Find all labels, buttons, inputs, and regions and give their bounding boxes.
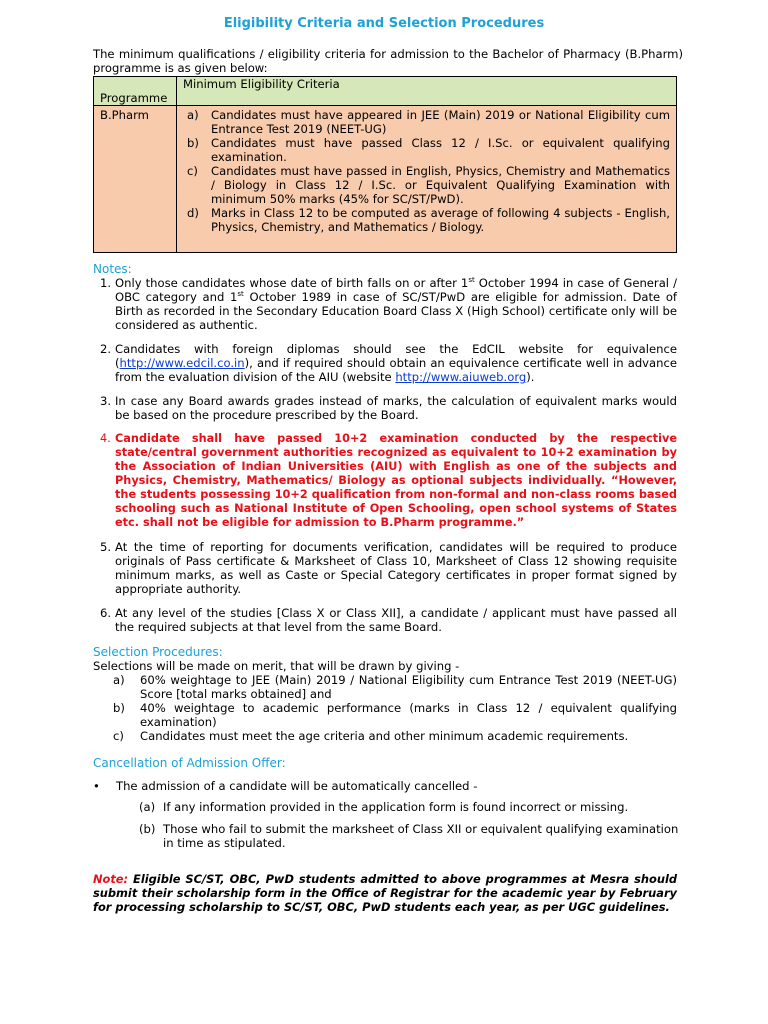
criteria-marker: a): [187, 108, 199, 122]
page-title: Eligibility Criteria and Selection Procedures: [223, 16, 545, 31]
note-1: [93, 276, 677, 332]
note-3: [93, 394, 677, 422]
cancellation-text: Those who fail to submit the marksheet of Class XII or equivalent qualifying examination in time as stipulated.: [163, 822, 679, 850]
note-text: Only those candidates whose date of birth falls on or after 1: [115, 276, 469, 290]
note-text: At any level of the studies [Class X or Class XII], a candidate / applicant must have passed all the required subjects at that level from the same Board.: [115, 606, 677, 634]
selection-intro: Selections will be made on merit, that will be drawn by giving -: [93, 659, 460, 673]
table-header-programme: [94, 77, 177, 106]
eligibility-table: [93, 76, 677, 253]
list-item: [183, 136, 670, 164]
note-text: In case any Board awards grades instead of marks, the calculation of equivalent marks would be based on the procedure prescribed by the Board.: [115, 394, 677, 422]
selection-marker: a): [113, 673, 125, 687]
list-item: [113, 729, 677, 743]
aiu-link[interactable]: http://www.aiuweb.org: [395, 370, 527, 384]
notes-heading: Notes:: [93, 262, 132, 276]
note-number: 5.: [100, 540, 112, 554]
note-text: ).: [526, 370, 535, 384]
cancellation-marker: (a): [139, 800, 156, 814]
criteria-text: Candidates must have passed Class 12 / I.Sc. or equivalent qualifying examination.: [211, 136, 670, 164]
criteria-text: Marks in Class 12 to be computed as average of following 4 subjects - English, Physics, Chemistry, and Mathematics / Biology.: [211, 206, 670, 234]
superscript: st: [468, 276, 475, 285]
cancellation-heading: Cancellation of Admission Offer:: [93, 756, 286, 770]
note-6: [93, 606, 677, 634]
list-item: [139, 822, 679, 850]
bullet-text: The admission of a candidate will be automatically cancelled -: [116, 779, 478, 793]
table-header-criteria: [177, 77, 677, 106]
criteria-text: Candidates must have appeared in JEE (Main) 2019 or National Eligibility cum Entrance Test 2019 (NEET-UG): [211, 108, 670, 136]
selection-marker: b): [113, 701, 125, 715]
selection-marker: c): [113, 729, 124, 743]
note-number: 4.: [100, 432, 111, 445]
list-item: [113, 673, 677, 701]
notes-list: [93, 276, 677, 644]
list-item: [113, 701, 677, 729]
bullet-icon: •: [93, 779, 100, 793]
note-text: Candidates with foreign diplomas should see the EdCIL website for equivalence (: [115, 342, 677, 370]
note-4: [93, 432, 677, 530]
note-number: 2.: [100, 342, 112, 356]
final-note-text: Eligible SC/ST, OBC, PwD students admitted to above programmes at Mesra should submit their scholarship form in the Office of Registrar for the academic year by February for processing scholarship to SC/ST, OBC, PwD students each year, as per UGC guidelines.: [93, 872, 677, 914]
programme-cell: B.Pharm: [94, 106, 177, 253]
cancellation-list: [139, 800, 679, 858]
criteria-marker: b): [187, 136, 199, 150]
criteria-marker: d): [187, 206, 199, 220]
list-item: [139, 800, 679, 814]
cancellation-text: If any information provided in the application form is found incorrect or missing.: [163, 800, 629, 814]
selection-text: 60% weightage to JEE (Main) 2019 / National Eligibility cum Entrance Test 2019 (NEET-UG) Score [total marks obtained] and: [140, 673, 677, 701]
list-item: [183, 164, 670, 206]
final-note: [93, 872, 677, 914]
header-criteria-label: Minimum Eligibility Criteria: [183, 77, 340, 91]
selection-list: [113, 673, 677, 743]
note-text: October 1994 in case of General / OBC category and 1: [115, 276, 677, 304]
note-text: ), and if required should obtain an equivalence certificate well in advance from the evaluation division of the AIU (website: [115, 356, 677, 384]
selection-text: Candidates must meet the age criteria and other minimum academic requirements.: [140, 729, 629, 743]
note-5: [93, 540, 677, 596]
selection-heading: Selection Procedures:: [93, 645, 223, 659]
list-item: [183, 108, 670, 136]
list-item: [183, 206, 670, 234]
note-number: 3.: [100, 394, 112, 408]
table-row: [94, 106, 677, 253]
intro-paragraph: The minimum qualifications / eligibility criteria for admission to the Bachelor of Pharmacy (B.Pharm) programme is as given below:: [93, 47, 683, 75]
edcil-link[interactable]: http://www.edcil.co.in: [119, 356, 245, 370]
note-text: October 1989 in case of SC/ST/PwD are eligible for admission. Date of Birth as recorded in the Secondary Education Board Class X (High School) certificate only will be considered as authentic.: [115, 290, 678, 332]
note-2: [93, 342, 677, 384]
criteria-cell: [177, 106, 677, 253]
criteria-list: [183, 108, 670, 234]
final-note-label: Note:: [93, 872, 129, 886]
note-text: Candidate shall have passed 10+2 examination conducted by the respective state/central government authorities recognized as equivalent to 10+2 examination by the Association of Indian Universities (AIU) with English as one of the subjects and Physics, Chemistry, Mathematics/ Biology as optional subjects individually. “However, the students possessing 10+2 qualification from non-formal and non-class rooms based schooling such as National Institute of Open Schooling, open school systems of States etc. shall not be eligible for admission to B.Pharm programme.”: [115, 432, 677, 529]
header-programme-label: Programme: [100, 91, 168, 105]
criteria-marker: c): [187, 164, 198, 178]
superscript: st: [237, 290, 244, 299]
cancellation-marker: (b): [139, 822, 156, 836]
note-text: At the time of reporting for documents verification, candidates will be required to produce originals of Pass certificate & Marksheet of Class 10, Marksheet of Class 12 showing requisite minimum marks, as well as Caste or Special Category certificates in proper format signed by appropriate authority.: [115, 540, 677, 596]
note-number: 1.: [100, 276, 112, 290]
note-number: 6.: [100, 606, 112, 620]
selection-text: 40% weightage to academic performance (marks in Class 12 / equivalent qualifying examination): [140, 701, 677, 729]
criteria-text: Candidates must have passed in English, Physics, Chemistry and Mathematics / Biology in Class 12 / I.Sc. or Equivalent Qualifying Examination with minimum 50% marks (45% for SC/ST/PwD).: [211, 164, 670, 206]
